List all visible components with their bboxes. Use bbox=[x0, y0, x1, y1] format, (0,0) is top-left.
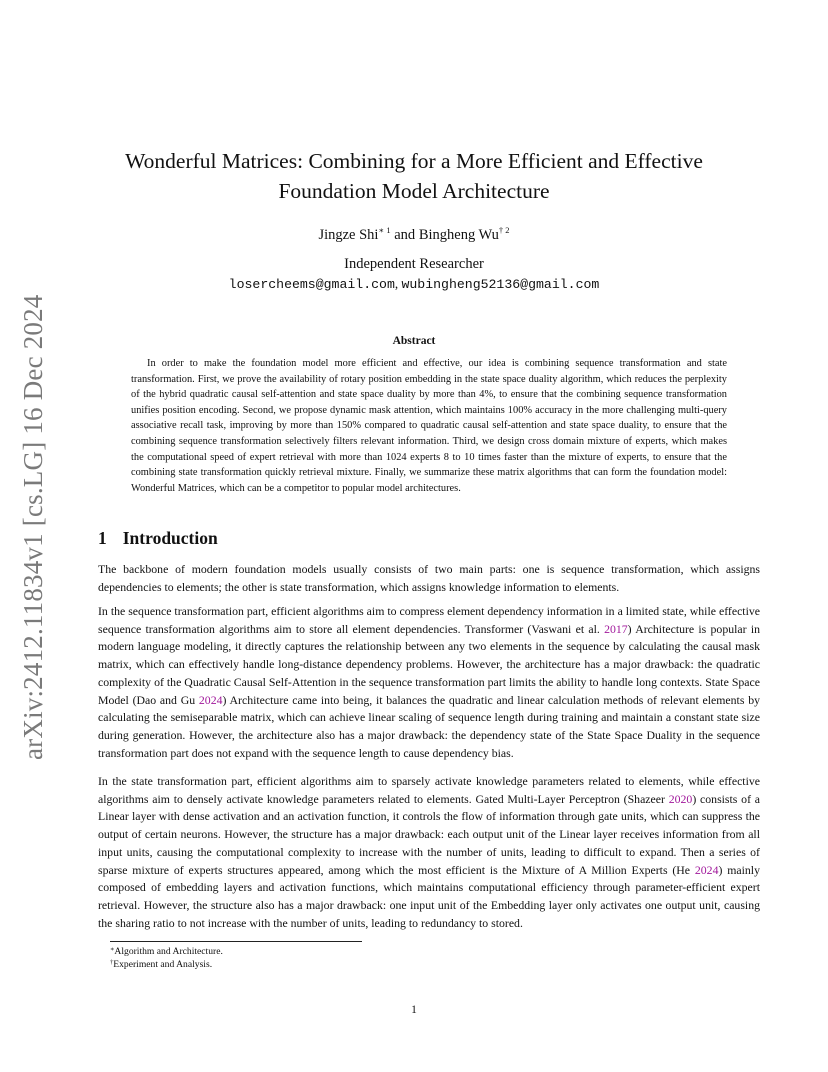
email-link[interactable]: losercheems@gmail.com bbox=[228, 277, 395, 292]
body-paragraph bbox=[98, 603, 760, 762]
abstract-text: In order to make the foundation model more efficient and effective, our idea is combining sequence transformation and state transformation. First, we prove the availability of rotary position embedding in the state space duality algorithm, which reduces the perplexity of the hybrid quadratic causal self-attention and state space duality by more than 4%, to ensure that the combining sequence transformation unifies position encoding. Second, we propose dynamic mask attention, which maintains 100% accuracy in the more challenging multi-query associative recall task, improving by more than 150% compared to quadratic causal self-attention and state space duality, to ensure that the combining sequence transformation selectively filters relevant information. Third, we design cross domain mixture of experts, which makes the computational speed of expert retrieval with more than 1024 experts 8 to 10 times faster than the mixture of experts, to ensure that the combining state transformation quickly retrieval mixture. Finally, we summarize these matrix algorithms that can form the foundation model: Wonderful Matrices, which can be a competitor to popular model architectures. bbox=[131, 358, 727, 494]
arxiv-identifier-stamp: arXiv:2412.11834v1 [cs.LG] 16 Dec 2024 bbox=[18, 294, 48, 760]
author-list bbox=[0, 225, 828, 244]
author-footnote-mark: † 2 bbox=[498, 225, 510, 235]
section-title: Introduction bbox=[122, 528, 218, 548]
citation-link[interactable]: 2017 bbox=[604, 621, 628, 636]
footnote-mark: ∗ bbox=[110, 946, 115, 953]
paragraph-text: ) consists of a Linear layer with dense activation and an activation function, it controls the flow of information through gate units, which can suppress the output of certain neurons. However, the structure has a major drawback: each output unit of the Linear layer receives information from all input units, causing the computational complexity to increase with the number of units, leading to difficult to expand. Then a series of sparse mixture of experts structures appeared, among which the most efficient is the Mixture of A Million Experts (He bbox=[98, 791, 761, 877]
author-name: Bingheng Wu bbox=[418, 227, 499, 243]
paragraph-text: In the state transformation part, efficient algorithms aim to sparsely activate knowledge parameters related to elements, while effective algorithms aim to densely activate knowledge parameters related to elements. Gated Multi-Layer Perceptron (Shazeer bbox=[98, 774, 760, 806]
paragraph-text: ) mainly composed of embedding layers and activation functions, which maintains computational efficiency through parameter-efficient expert retrieval. However, the structure also has a major drawback: one input unit of the Embedding layer only activates one output unit, causing the sharing ratio to not increase with the number of units, leading to redundancy to stored. bbox=[98, 862, 760, 930]
citation-link[interactable]: 2020 bbox=[668, 791, 693, 806]
footnote bbox=[110, 959, 212, 970]
footnote-text: Experiment and Analysis. bbox=[113, 959, 213, 970]
section-number: 1 bbox=[98, 528, 107, 548]
email-separator: , bbox=[394, 276, 402, 291]
email-link[interactable]: wubingheng52136@gmail.com bbox=[401, 277, 600, 292]
section-heading bbox=[98, 528, 218, 549]
paper-title-line-2: Foundation Model Architecture bbox=[278, 179, 550, 203]
footnote-mark: † bbox=[110, 959, 114, 966]
paper-title-line-1: Wonderful Matrices: Combining for a More Efficient and Effective bbox=[125, 149, 703, 173]
paper-title bbox=[0, 146, 828, 206]
citation-link[interactable]: 2024 bbox=[198, 692, 223, 707]
body-paragraph bbox=[98, 773, 760, 932]
paragraph-text: ) Architecture is popular in modern language modeling, it directly captures the relationship between any two elements in the sequence by calculating the causal mask matrix, which can effectively handle long-distance dependency problems. However, the architecture has a major drawback: the quadratic complexity of the Quadratic Causal Self-Attention in the sequence transformation part limits the ability to handle long contexts. State Space Model (Dao and Gu bbox=[98, 621, 760, 707]
author-footnote-mark: ∗ 1 bbox=[378, 225, 391, 235]
author-emails bbox=[0, 276, 828, 292]
citation-link[interactable]: 2024 bbox=[694, 862, 719, 877]
affiliation: Independent Researcher bbox=[344, 256, 484, 272]
page-number: 1 bbox=[411, 1004, 417, 1016]
paragraph-text: In the sequence transformation part, efficient algorithms aim to compress element dependency information in a limited state, while effective sequence transformation algorithms aim to store all element dependencies. Transformer (Vaswani et al. bbox=[98, 604, 760, 636]
body-paragraph: The backbone of modern foundation models usually consists of two main parts: one is sequence transformation, which assigns dependencies to elements; the other is state transformation, which assigns knowledge information to elements. bbox=[98, 562, 760, 594]
abstract-heading: Abstract bbox=[392, 335, 436, 347]
author-connector: and bbox=[390, 227, 419, 243]
author-name: Jingze Shi bbox=[318, 227, 379, 243]
footnote-text: Algorithm and Architecture. bbox=[114, 946, 223, 957]
footnote-divider bbox=[110, 941, 362, 942]
footnote bbox=[110, 945, 223, 957]
paragraph-text: ) Architecture came into being, it balances the quadratic and linear calculation methods of relevant elements by calculating the semiseparable matrix, which can achieve linear scaling of sequence length during training and maintain a constant state size during generation. However, the architecture also has a major drawback: the dependency state of the State Space Duality in the sequence transformation part does not expand with the sequence length to cause dependency bias. bbox=[98, 692, 760, 760]
